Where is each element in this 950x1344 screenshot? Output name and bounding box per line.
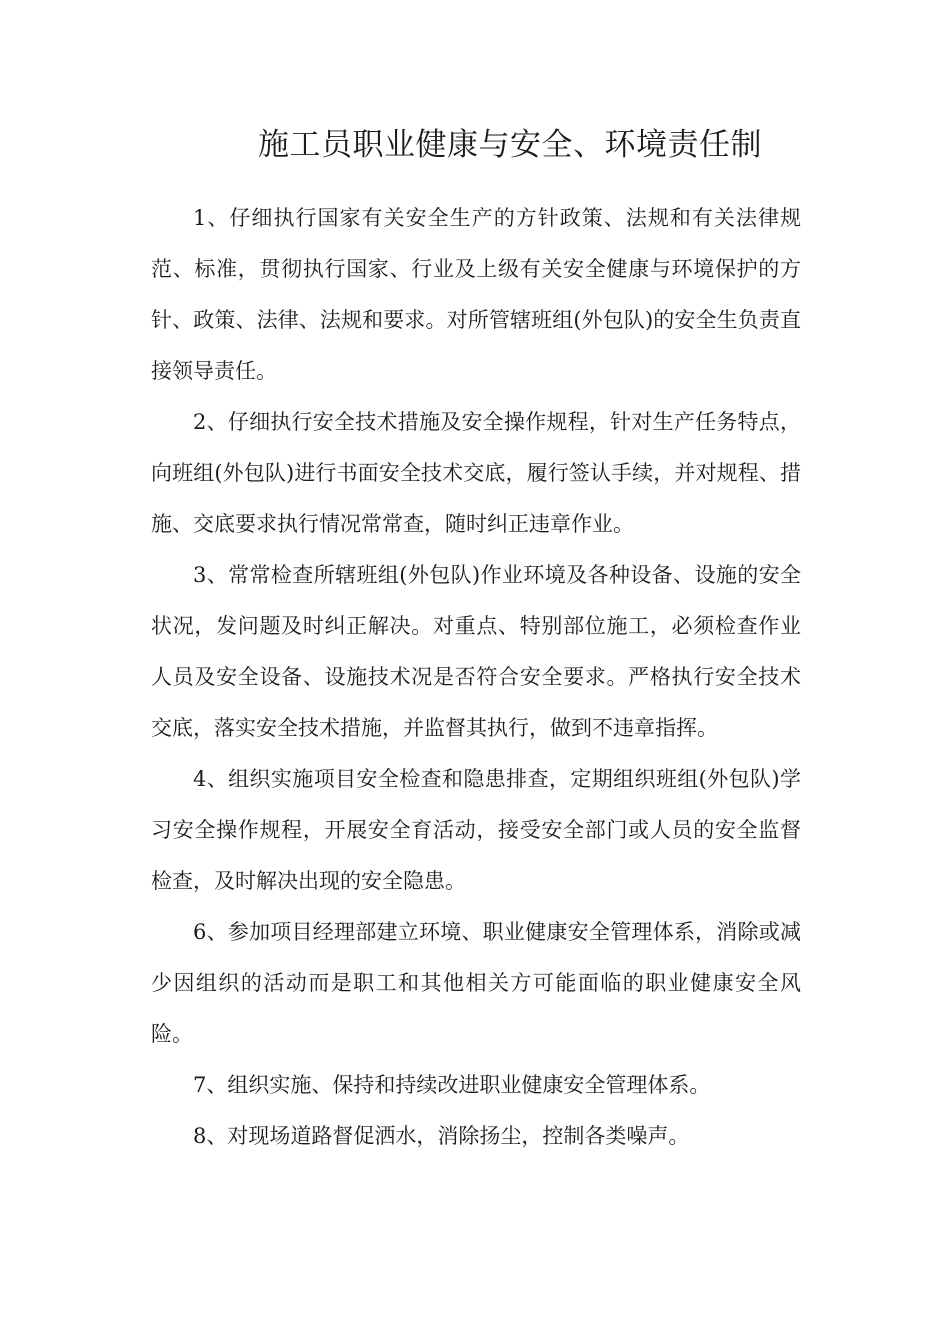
paragraph-8: 8、对现场道路督促洒水，消除扬尘，控制各类噪声。 — [193, 1124, 690, 1148]
paragraph-4: 4、组织实施项目安全检查和隐患排查，定期组织班组(外包队)学习安全操作规程，开展安全育活动，接受安全部门或人员的安全监督检查，及时解决出现的安全隐患。 — [151, 767, 801, 893]
paragraph-7: 7、组织实施、保持和持续改进职业健康安全管理体系。 — [193, 1073, 711, 1097]
document-title: 施工员职业健康与安全、环境责任制 — [258, 127, 762, 163]
document-body — [151, 193, 801, 1162]
paragraph-1: 1、仔细执行国家有关安全生产的方针政策、法规和有关法律规范、标准，贯彻执行国家、行业及上级有关安全健康与环境保护的方针、政策、法律、法规和要求。对所管辖班组(外包队)的安全生负责直接领导责任。 — [151, 206, 801, 383]
paragraph-2: 2、仔细执行安全技术措施及安全操作规程，针对生产任务特点，向班组(外包队)进行书面安全技术交底，履行签认手续，并对规程、措施、交底要求执行情况常常查，随时纠正违章作业。 — [151, 410, 801, 536]
paragraph-3: 3、常常检查所辖班组(外包队)作业环境及各种设备、设施的安全状况，发问题及时纠正解决。对重点、特别部位施工，必须检查作业人员及安全设备、设施技术况是否符合安全要求。严格执行安全技术交底，落实安全技术措施，并监督其执行，做到不违章指挥。 — [151, 563, 801, 740]
paragraph-6: 6、参加项目经理部建立环境、职业健康安全管理体系，消除或减少因组织的活动而是职工和其他相关方可能面临的职业健康安全风险。 — [151, 920, 801, 1046]
